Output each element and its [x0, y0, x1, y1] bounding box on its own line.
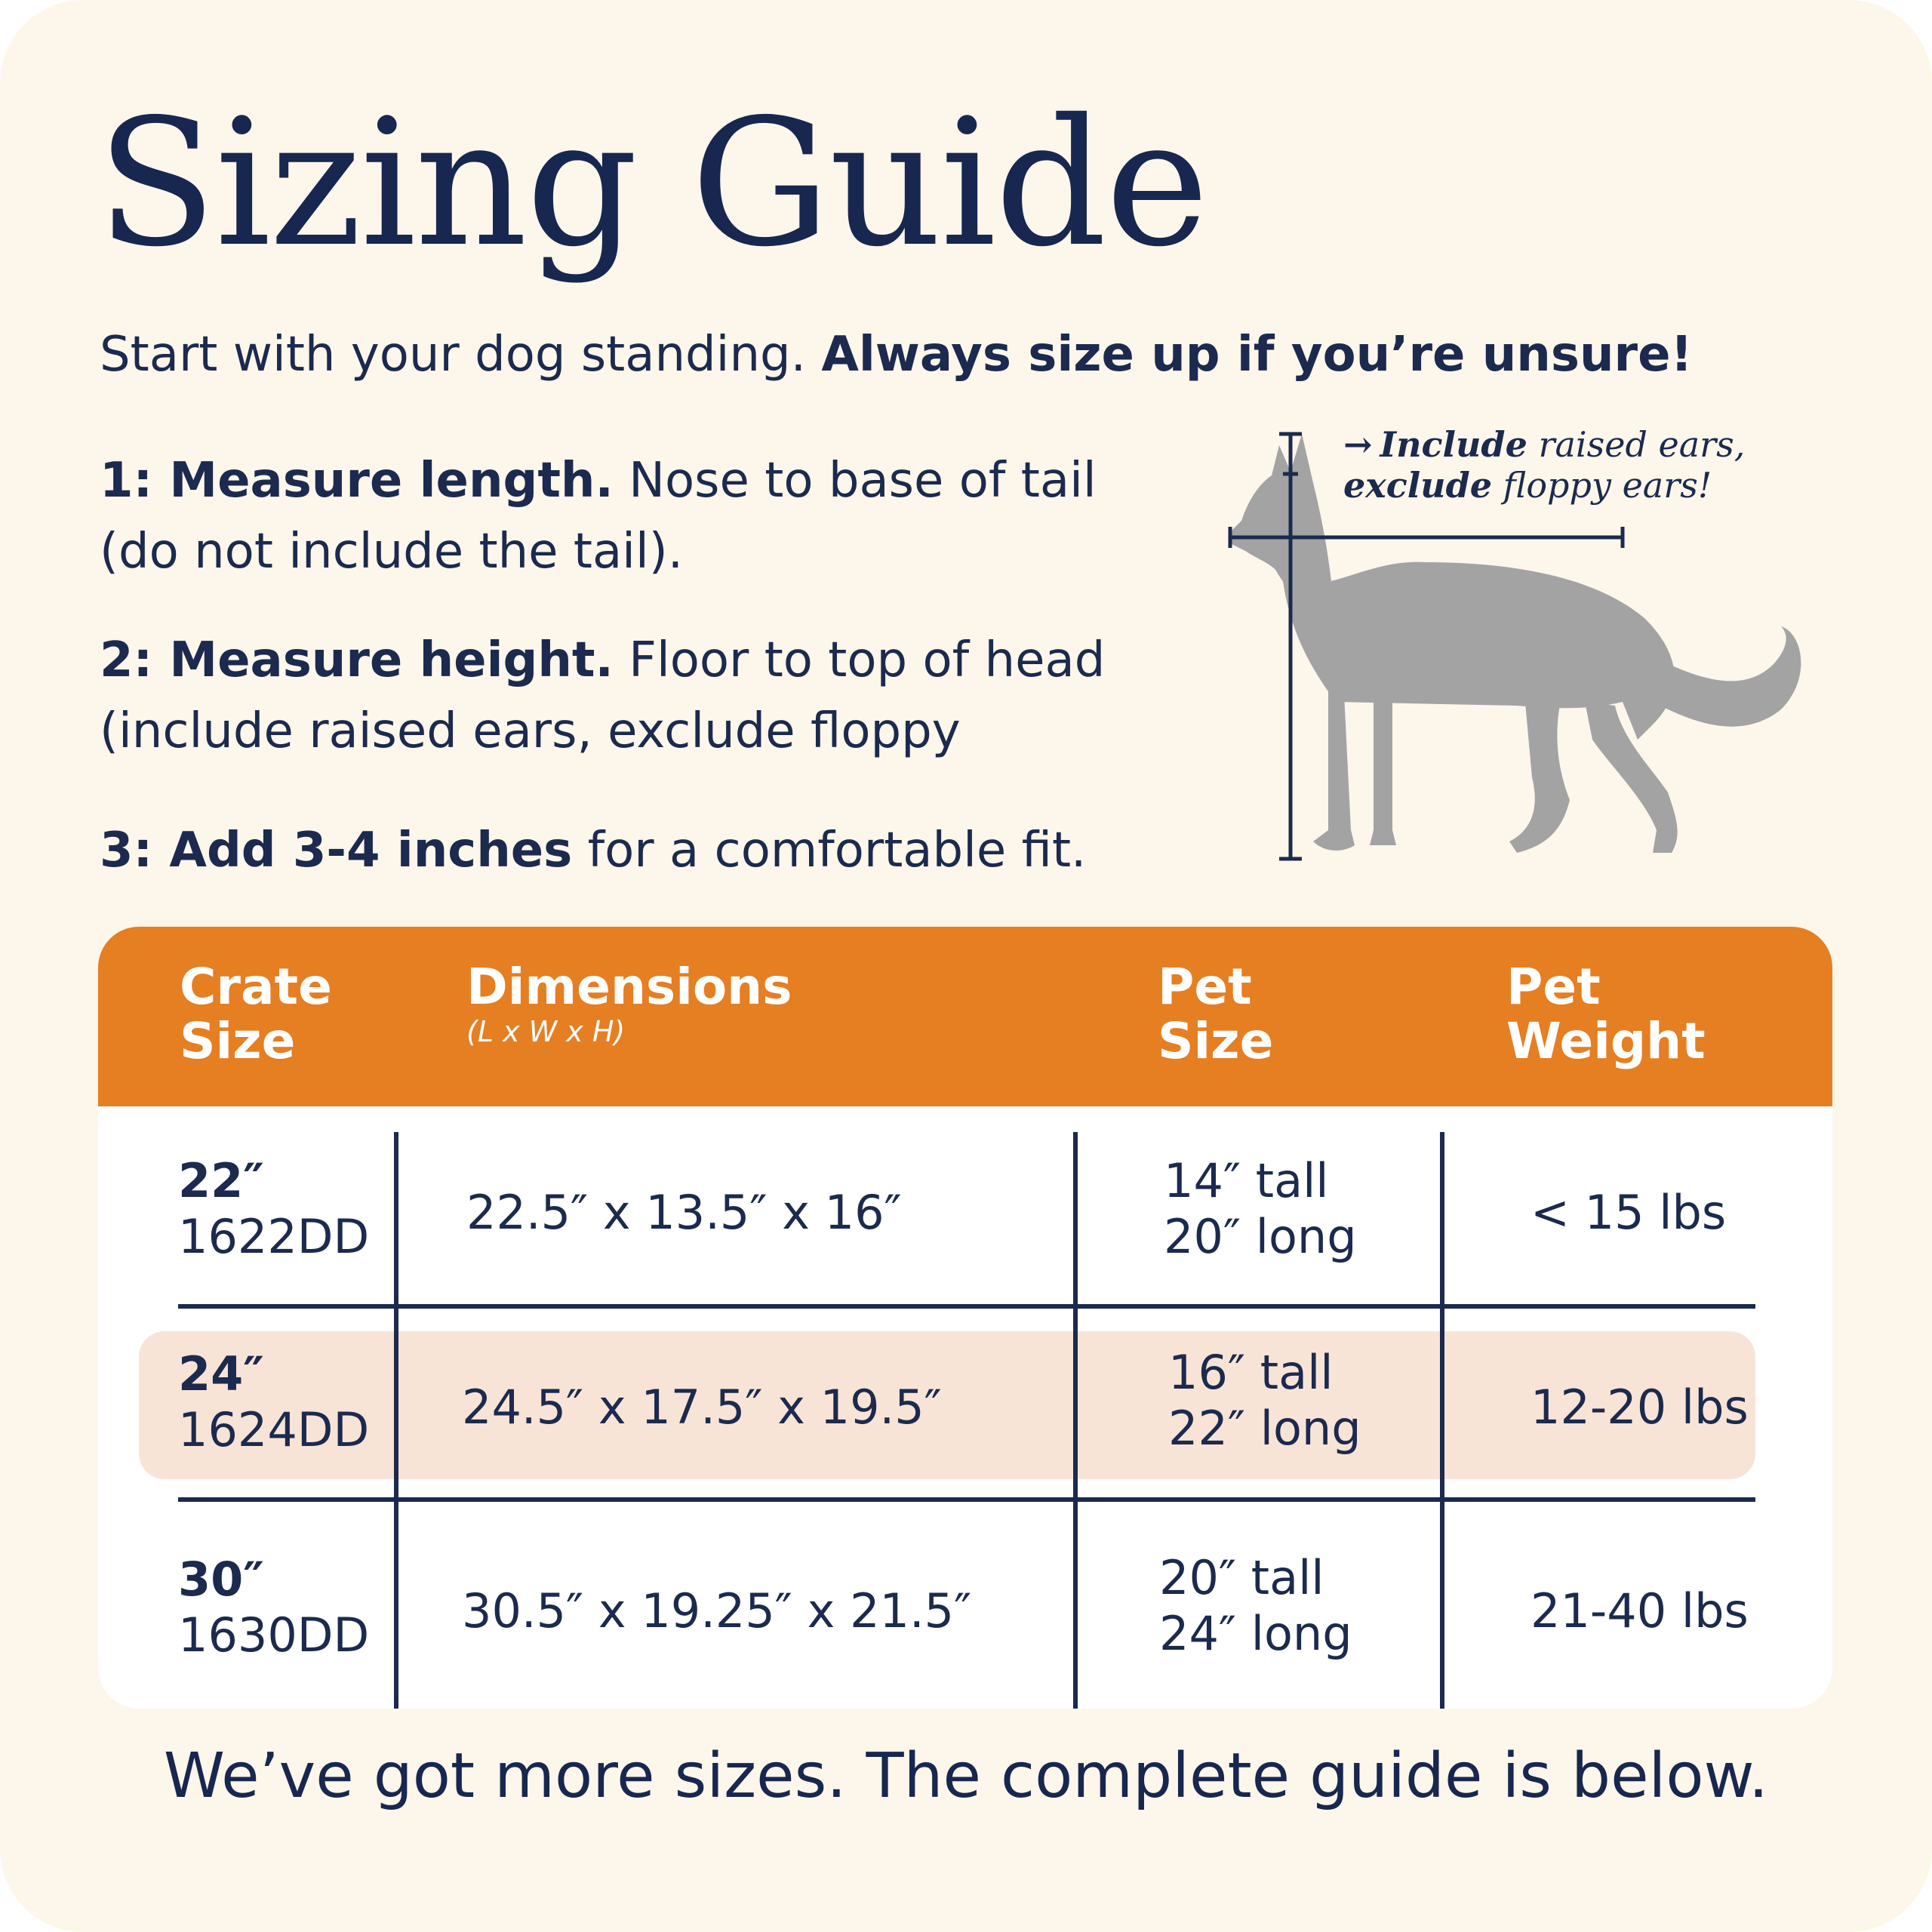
ear-note: [1343, 424, 1745, 506]
header-dimensions-sub: (L x W x H): [466, 1015, 626, 1048]
header-pet-size: [1158, 960, 1273, 1069]
step-add-inches: [100, 815, 1086, 886]
row-2-pet-long: 22″ long: [1168, 1401, 1361, 1457]
row-3-pet-size: [1159, 1550, 1352, 1663]
row-1-pet-size: [1164, 1153, 1357, 1266]
row-1-dimensions: 22.5″ x 13.5″ x 16″: [466, 1185, 902, 1240]
row-1-model: 1622DD: [178, 1209, 370, 1265]
row-2-model: 1624DD: [178, 1402, 370, 1458]
header-crate-size-line2: Size: [180, 1012, 296, 1070]
row-1-weight: < 15 lbs: [1531, 1185, 1727, 1240]
footer-note: We’ve got more sizes. The complete guide is below.: [163, 1740, 1769, 1812]
step-2-text: Floor to top of head: [613, 632, 1106, 688]
step-1-text-cont: (do not include the tail).: [100, 524, 684, 580]
row-divider: [178, 1497, 1755, 1502]
row-2-crate-size: [178, 1346, 369, 1459]
row-3-pet-tall: 20″ tall: [1159, 1550, 1324, 1605]
row-2-dimensions: 24.5″ x 17.5″ x 19.5″: [462, 1380, 942, 1435]
arrow-right-icon: →: [1343, 424, 1373, 465]
header-dimensions-label: Dimensions: [466, 958, 792, 1016]
header-pet-weight-line2: Weight: [1506, 1012, 1706, 1070]
column-divider: [1073, 1132, 1078, 1709]
row-3-dimensions: 30.5″ x 19.25″ x 21.5″: [462, 1583, 972, 1638]
header-pet-size-line1: Pet: [1158, 958, 1252, 1016]
ear-note-line1: raised ears,: [1527, 424, 1746, 465]
header-pet-weight: [1506, 960, 1706, 1069]
step-1-text: Nose to base of tail: [613, 453, 1097, 509]
header-dimensions: [466, 960, 792, 1049]
table-header: [98, 927, 1832, 1106]
header-pet-weight-line1: Pet: [1506, 958, 1601, 1016]
step-3-text: for a comfortable fit.: [572, 823, 1087, 878]
row-3-pet-long: 24″ long: [1159, 1606, 1352, 1662]
header-crate-size: [180, 960, 332, 1069]
row-1-size: 22″: [178, 1153, 264, 1208]
step-2-text-cont: (include raised ears, exclude floppy: [100, 703, 961, 759]
header-pet-size-line2: Size: [1158, 1012, 1274, 1070]
highlighted-row-background: [139, 1331, 1755, 1479]
row-3-size: 30″: [178, 1552, 264, 1607]
row-3-model: 1630DD: [178, 1607, 370, 1663]
row-1-pet-long: 20″ long: [1164, 1209, 1357, 1265]
row-1-crate-size: [178, 1153, 369, 1266]
row-2-pet-tall: 16″ tall: [1168, 1345, 1334, 1400]
header-crate-size-line1: Crate: [180, 958, 332, 1016]
step-3-heading: 3: Add 3-4 inches: [100, 823, 573, 878]
step-measure-height: [100, 625, 1105, 767]
page-title: Sizing Guide: [97, 82, 1208, 285]
row-1-pet-tall: 14″ tall: [1164, 1153, 1329, 1208]
intro-emphasis: Always size up if you’re unsure!: [821, 327, 1693, 383]
ear-note-line2: floppy ears!: [1492, 465, 1712, 506]
row-3-crate-size: [178, 1552, 369, 1664]
column-divider: [394, 1132, 398, 1709]
intro-normal: Start with your dog standing.: [100, 327, 822, 383]
ear-note-exclude: exclude: [1343, 465, 1493, 506]
row-2-size: 24″: [178, 1346, 264, 1401]
step-2-heading: 2: Measure height.: [100, 632, 614, 688]
row-3-weight: 21-40 lbs: [1531, 1583, 1749, 1638]
ear-note-include: Include: [1380, 424, 1527, 465]
step-measure-length: [100, 445, 1097, 587]
size-table: [98, 927, 1832, 1709]
row-2-weight: 12-20 lbs: [1531, 1380, 1749, 1435]
row-2-pet-size: [1168, 1345, 1361, 1457]
row-divider: [178, 1304, 1755, 1309]
column-divider: [1440, 1132, 1444, 1709]
step-1-heading: 1: Measure length.: [100, 453, 614, 509]
intro-text: [100, 326, 1693, 384]
